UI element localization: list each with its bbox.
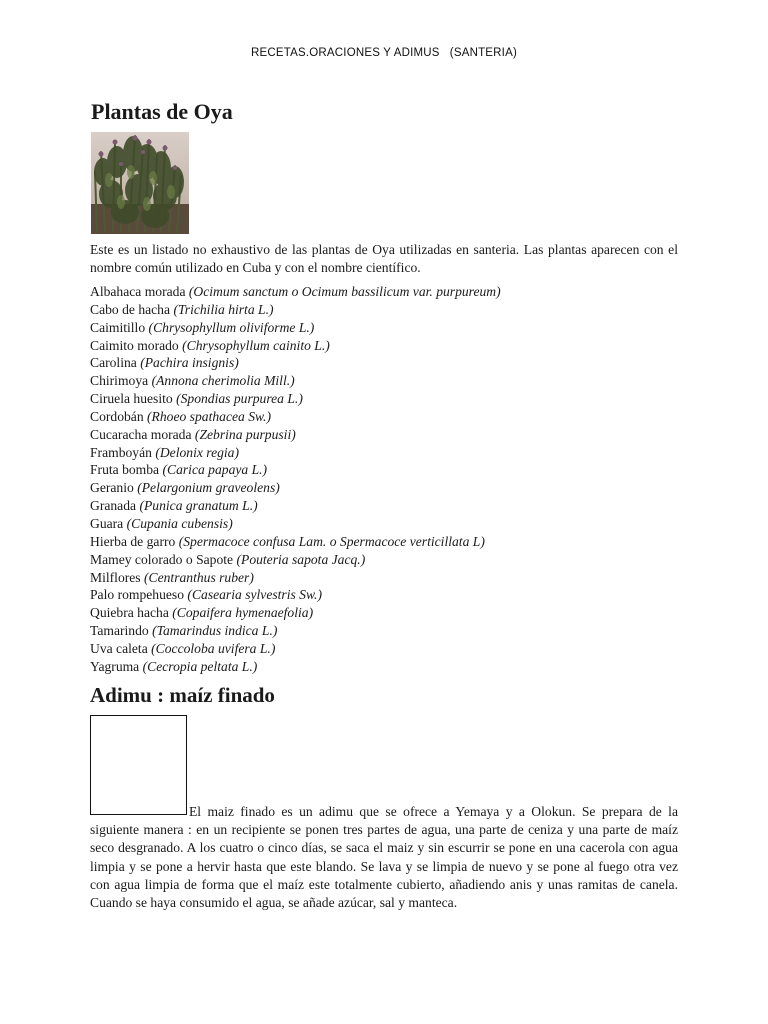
plant-common-name: Milflores bbox=[90, 569, 141, 585]
plant-common-name: Albahaca morada bbox=[90, 284, 186, 299]
plant-scientific-name: (Pachira insignis) bbox=[140, 355, 239, 371]
adimu-paragraph: El maiz finado es un adimu que se ofrece a Yemaya y a Olokun. Se prepara de la siguiente manera : en un recipiente se ponen tres partes de agua, una parte de ceniza y una parte de maíz seco desgranado. A los cuatro o cinco días, se saca el maiz y sin escurrir se pone en una cacerola con agua limpia y se pone a hervir hasta que este blando. Se lava y se limpia de nuevo y se pone al fuego otra vez con agua limpia de forma que el maíz este totalmente cubierto, añadiendo anis y unas ramitas de canela. Cuando se haya consumido el agua, se añade azúcar, sal y manteca. bbox=[90, 804, 678, 911]
plant-photo-image bbox=[91, 132, 189, 234]
plant-list-item bbox=[90, 640, 690, 658]
plant-common-name: Caimito morado bbox=[90, 337, 179, 353]
plant-scientific-name: (Zebrina purpusii) bbox=[194, 426, 296, 442]
plant-list-item bbox=[90, 283, 690, 301]
plant-scientific-name: (Annona cherimolia Mill.) bbox=[151, 373, 295, 389]
plant-list-item bbox=[90, 426, 690, 444]
plant-common-name: Palo rompehueso bbox=[90, 587, 185, 603]
plant-list-item bbox=[90, 497, 690, 515]
plant-common-name: Carolina bbox=[90, 355, 137, 371]
plant-scientific-name: (Cecropia peltata L.) bbox=[142, 658, 258, 674]
plant-scientific-name: (Pelargonium graveolens) bbox=[137, 480, 280, 496]
plant-list-item bbox=[90, 622, 690, 640]
plant-scientific-name: (Casearia sylvestris Sw.) bbox=[187, 587, 322, 603]
plant-scientific-name: (Chrysophyllum cainito L.) bbox=[182, 337, 330, 353]
plant-list-item bbox=[90, 479, 690, 497]
section-title-adimu: Adimu : maíz finado bbox=[90, 683, 275, 707]
plant-common-name: Granada bbox=[90, 498, 137, 514]
plant-list-item bbox=[90, 551, 690, 569]
plant-photo bbox=[91, 132, 189, 234]
plant-scientific-name: (Copaifera hymenaefolia) bbox=[172, 605, 314, 621]
plant-common-name: Ciruela huesito bbox=[90, 391, 173, 407]
plant-scientific-name: (Pouteria sapota Jacq.) bbox=[236, 551, 366, 567]
plant-list-item bbox=[90, 569, 690, 587]
plant-common-name: Guara bbox=[90, 515, 124, 531]
plant-common-name: Cordobán bbox=[90, 408, 144, 424]
plant-scientific-name: (Centranthus ruber) bbox=[144, 569, 254, 585]
plant-common-name: Geranio bbox=[90, 480, 134, 496]
plant-common-name: Hierba de garro bbox=[90, 533, 176, 549]
plant-common-name: Cucaracha morada bbox=[90, 426, 192, 442]
plant-list-item bbox=[90, 408, 690, 426]
intro-paragraph: Este es un listado no exhaustivo de las plantas de Oya utilizadas en santeria. Las plantas aparecen con el nombre común utilizado en Cuba y con el nombre científico. bbox=[90, 242, 678, 275]
plant-common-name: Caimitillo bbox=[90, 319, 146, 335]
plant-scientific-name: (Trichilia hirta L.) bbox=[173, 301, 274, 317]
image-placeholder-frame bbox=[90, 715, 187, 815]
plant-common-name: Chirimoya bbox=[90, 373, 149, 389]
plant-scientific-name: (Coccoloba uvifera L.) bbox=[151, 640, 276, 656]
plant-list-item bbox=[90, 390, 690, 408]
plant-common-name: Uva caleta bbox=[90, 640, 148, 656]
plant-list bbox=[90, 283, 690, 676]
plant-list-item bbox=[90, 301, 690, 319]
plant-scientific-name: (Chrysophyllum oliviforme L.) bbox=[148, 319, 315, 335]
plant-scientific-name: (Carica papaya L.) bbox=[162, 462, 268, 478]
plant-list-item bbox=[90, 337, 690, 355]
plant-list-item bbox=[90, 604, 690, 622]
plant-common-name: Quiebra hacha bbox=[90, 605, 169, 621]
plant-list-item bbox=[90, 372, 690, 390]
plant-list-item bbox=[90, 461, 690, 479]
plant-scientific-name: (Delonix regia) bbox=[155, 444, 240, 460]
plant-list-item bbox=[90, 319, 690, 337]
plant-list-item bbox=[90, 444, 690, 462]
plant-common-name: Mamey colorado o Sapote bbox=[90, 551, 234, 567]
plant-scientific-name: (Punica granatum L.) bbox=[139, 498, 258, 514]
document-header: RECETAS.ORACIONES Y ADIMUS (SANTERIA) bbox=[251, 47, 517, 59]
plant-common-name: Framboyán bbox=[90, 444, 152, 460]
plant-list-item bbox=[90, 586, 690, 604]
plant-common-name: Fruta bomba bbox=[90, 462, 160, 478]
section-title-plantas: Plantas de Oya bbox=[91, 99, 233, 124]
plant-list-item bbox=[90, 515, 690, 533]
plant-common-name: Cabo de hacha bbox=[90, 301, 171, 317]
plant-scientific-name: (Rhoeo spathacea Sw.) bbox=[147, 408, 271, 424]
plant-scientific-name: (Spondias purpurea L.) bbox=[176, 391, 303, 407]
plant-scientific-name: (Spermacoce confusa Lam. o Spermacoce verticillata L) bbox=[178, 533, 485, 549]
plant-scientific-name: (Cupania cubensis) bbox=[126, 515, 233, 531]
plant-list-item bbox=[90, 354, 690, 372]
plant-scientific-name: (Ocimum sanctum o Ocimum bassilicum var. purpureum) bbox=[188, 284, 501, 299]
plant-list-item bbox=[90, 658, 690, 676]
plant-common-name: Yagruma bbox=[90, 658, 140, 674]
plant-scientific-name: (Tamarindus indica L.) bbox=[152, 623, 278, 639]
plant-common-name: Tamarindo bbox=[90, 623, 149, 639]
plant-list-item bbox=[90, 533, 690, 551]
